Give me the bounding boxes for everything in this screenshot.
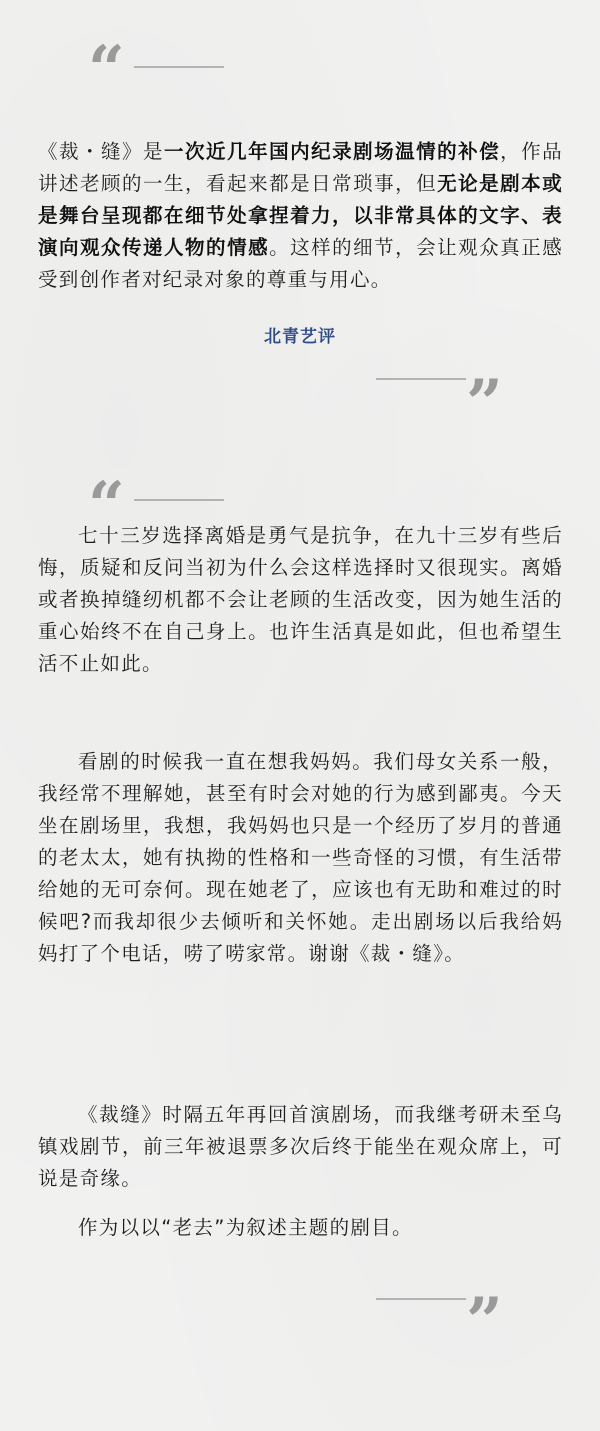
open-quote-mark: “ bbox=[88, 468, 121, 543]
quote-segment: ，作品讲述老顾的一生，看起来都是日常琐事，但 bbox=[38, 140, 563, 195]
quote-segment: 。这样的细节，会让观众真正感受到创作者对纪录对象的尊重与用心。 bbox=[38, 236, 563, 291]
divider-line bbox=[376, 378, 466, 380]
divider-line bbox=[376, 1298, 466, 1300]
divider-line bbox=[134, 66, 224, 68]
review-paragraph: 看剧的时候我一直在想我妈妈。我们母女关系一般，我经常不理解她，甚至有时会对她的行为感到鄙夷。今天坐在剧场里，我想，我妈妈也只是一个经历了岁月的普通的老太太，她有执拗的性格和一些奇怪的习惯，有生活带给她的无可奈何。现在她老了，应该也有无助和难过的时候吧?而我却很少去倾听和关怀她。走出剧场以后我给妈妈打了个电话，唠了唠家常。谢谢《裁・缝》。 bbox=[38, 750, 563, 965]
quote-text bbox=[38, 136, 563, 296]
review-paragraph: 作为以以“老去”为叙述主题的剧目。 bbox=[78, 1216, 413, 1239]
review-paragraph: 七十三岁选择离婚是勇气是抗争，在九十三岁有些后悔，质疑和反问当初为什么会这样选择时又很现实。离婚或者换掉缝纫机都不会让老顾的生活改变，因为她生活的重心始终不在自己身上。也许生活真是如此，但也希望生活不止如此。 bbox=[38, 524, 563, 675]
quote-highlight: 无论是剧本或是舞台呈现都在细节处拿捏着力，以非常具体的文字、表演向观众传递人物的情感 bbox=[38, 172, 563, 259]
open-quote-mark: “ bbox=[88, 32, 121, 107]
quote-segment: 《裁・缝》是 bbox=[38, 140, 165, 163]
divider-line bbox=[134, 499, 224, 501]
quote-highlight: 一次近几年国内纪录剧场温情的补偿 bbox=[164, 140, 501, 163]
review-paragraph: 《裁缝》时隔五年再回首演剧场，而我继考研未至乌镇戏剧节，前三年被退票多次后终于能坐在观众席上，可说是奇缘。 bbox=[38, 1103, 563, 1190]
quote-source: 北青艺评 bbox=[264, 327, 336, 347]
close-quote-mark: ” bbox=[466, 1284, 499, 1359]
close-quote-mark: ” bbox=[466, 366, 499, 441]
